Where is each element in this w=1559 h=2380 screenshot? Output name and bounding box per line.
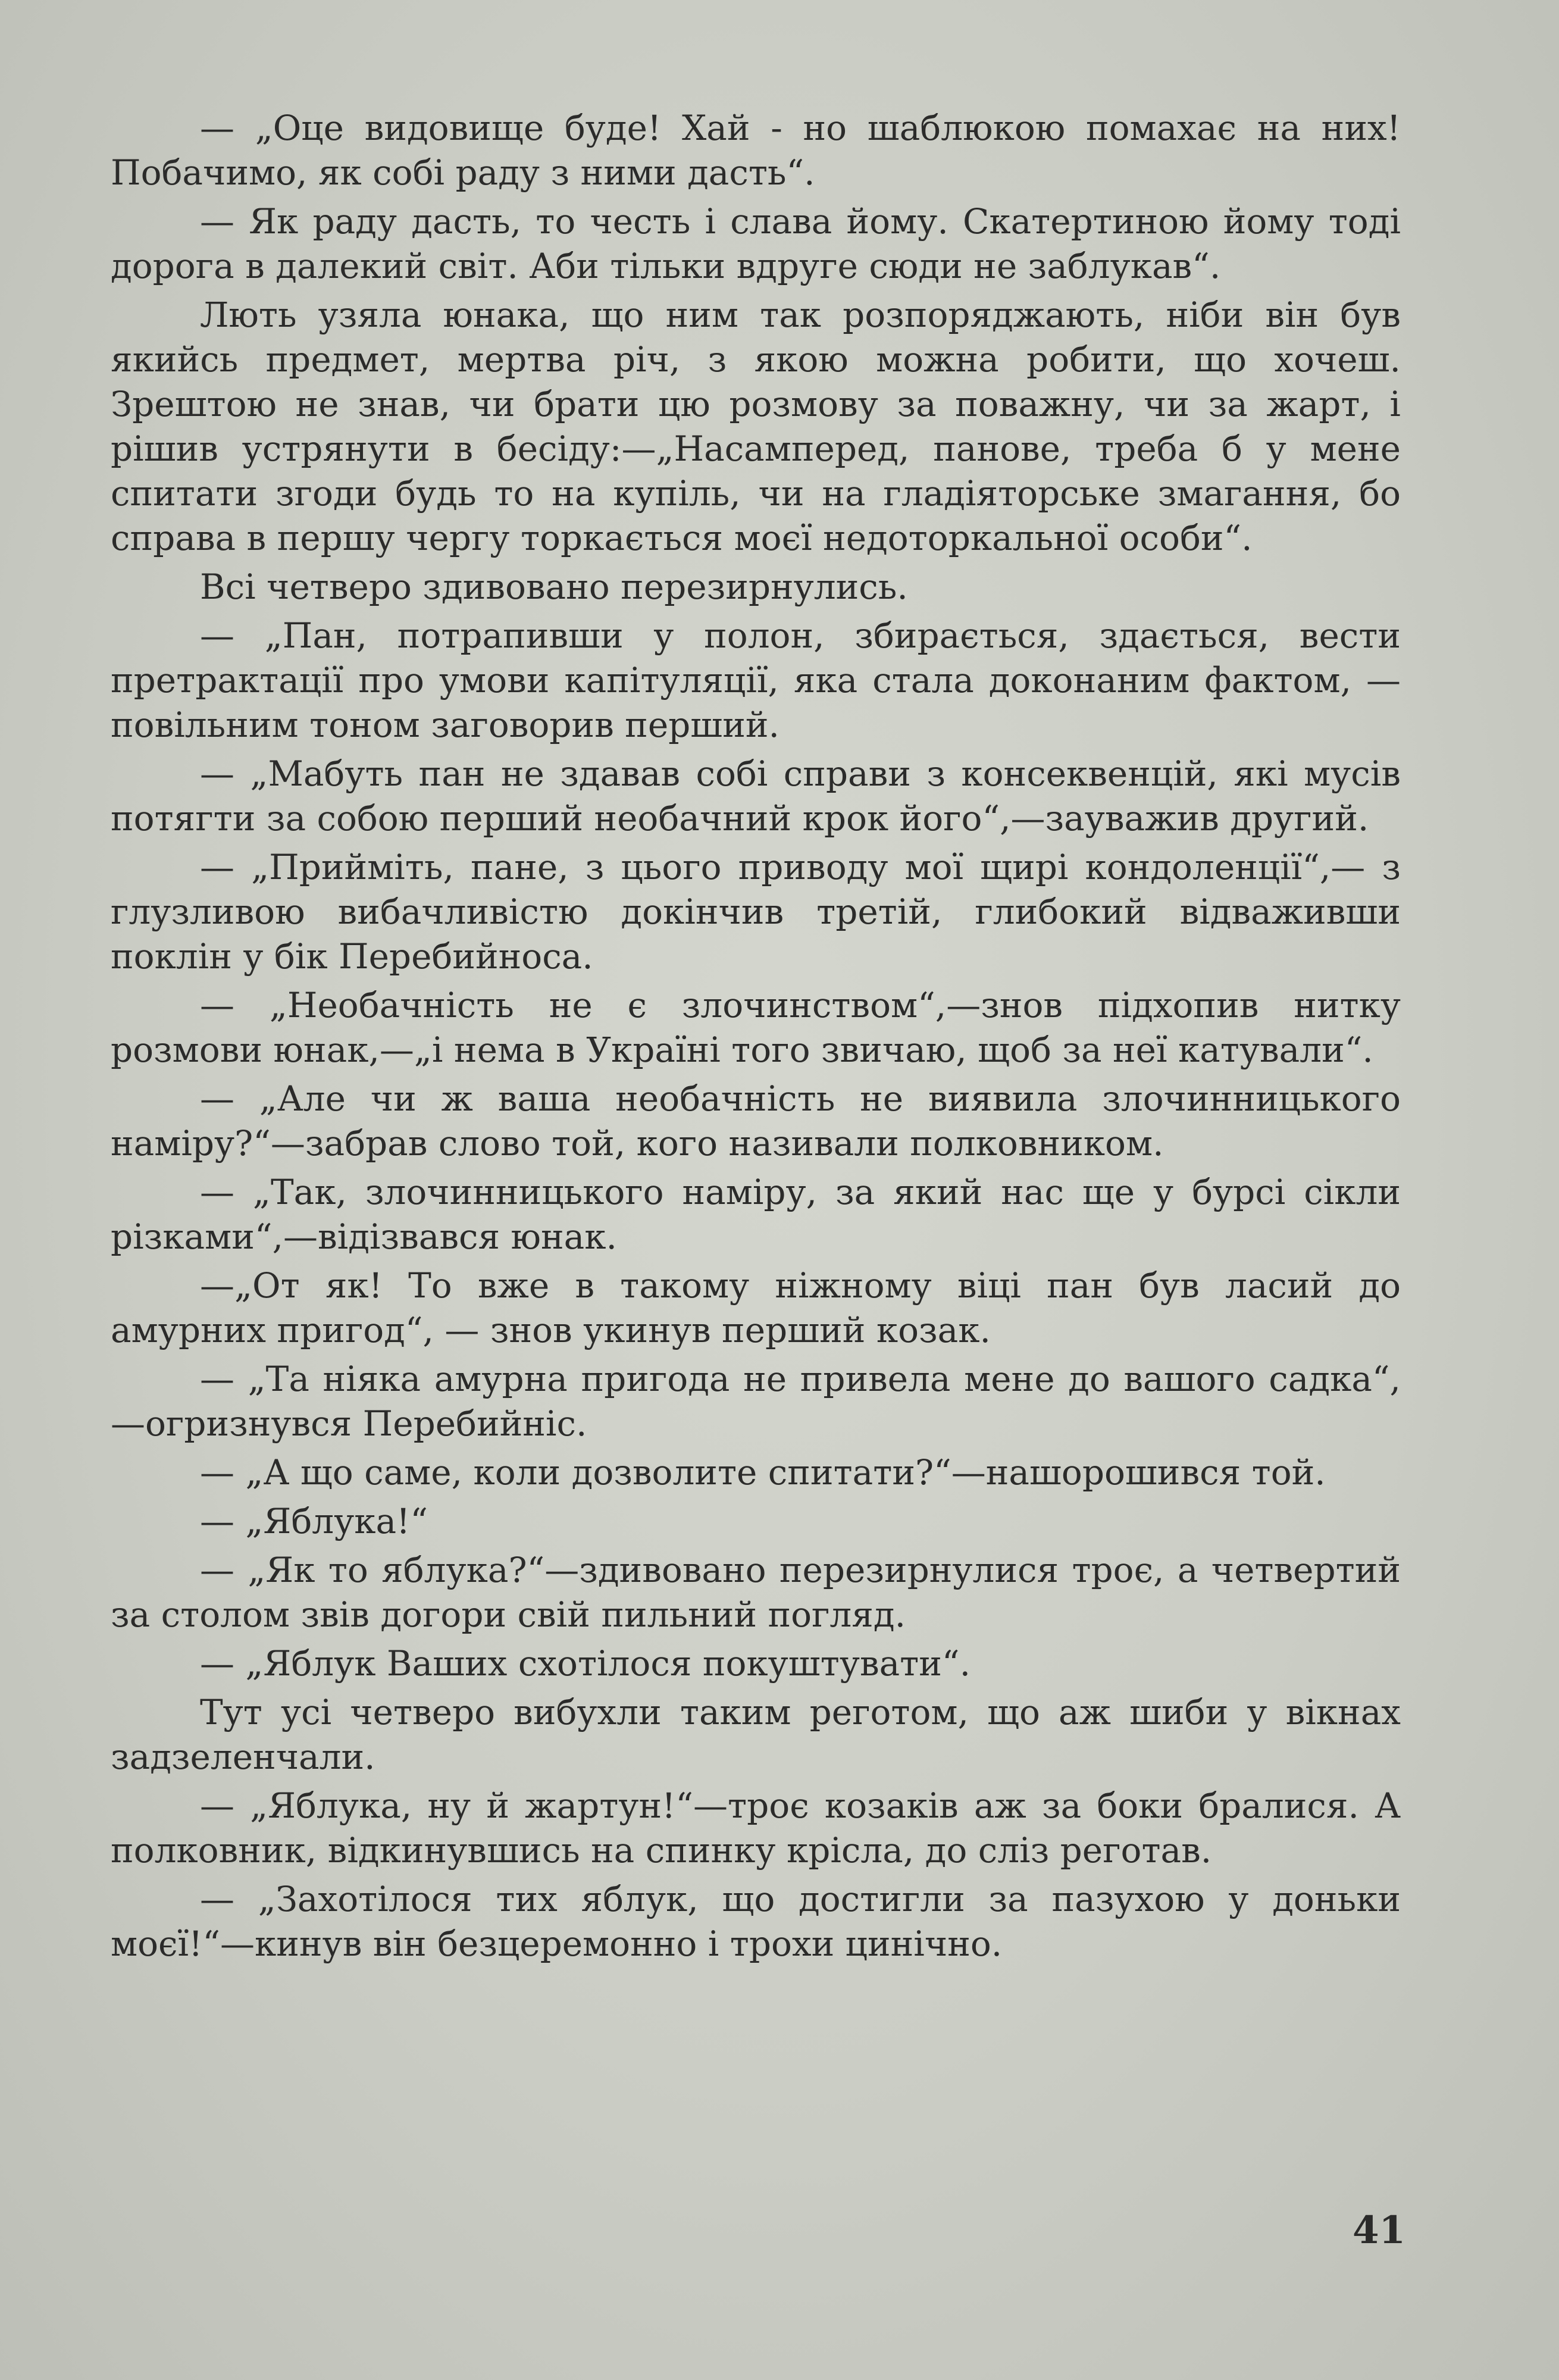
paragraph-11: —„От як! То вже в такому ніжному віці пан був ласий до амурних пригод“, — знов укинув перший козак. (111, 1265, 1401, 1350)
paragraph-12: — „Та ніяка амурна пригода не привела мене до вашого садка“,—огризнувся Перебийніс. (111, 1359, 1401, 1444)
paragraph-4: Всі четверо здивовано перезирнулись. (200, 567, 908, 607)
paragraph-2: — Як раду дасть, то честь і слава йому. Скатертиною йому тоді дорога в далекий світ. Аби тільки вдруге сюди не заблукав“. (111, 201, 1401, 286)
paragraph-17: Тут усі четверо вибухли таким реготом, що аж шиби у вікнах задзеленчали. (111, 1692, 1401, 1777)
paragraph-9: — „Але чи ж ваша необачність не виявила злочинницького наміру?“—забрав слово той, кого називали полковником. (111, 1078, 1401, 1164)
paragraph-8: — „Необачність не є злочинством“,—знов підхопив нитку розмови юнак,—„і нема в Україні того звичаю, щоб за неї катували“. (111, 985, 1401, 1070)
page-number: 41 (1352, 2208, 1405, 2253)
paragraph-14: — „Яблука!“ (200, 1501, 428, 1541)
paragraph-13: — „А що саме, коли дозволите спитати?“—нашорошився той. (200, 1452, 1326, 1493)
paragraph-15: — „Як то яблука?“—здивовано перезирнулися троє, а четвертий за столом звів догори свій пильний погляд. (111, 1550, 1401, 1635)
paragraph-7: — „Прийміть, пане, з цього приводу мої щирі кондоленції“,— з глузливою вибачливістю докінчив третій, глибокий відваживши поклін у бік Перебийноса. (111, 847, 1401, 977)
paragraph-18: — „Яблука, ну й жартун!“—троє козаків аж за боки бралися. А полковник, відкинувшись на спинку крісла, до сліз реготав. (111, 1785, 1401, 1871)
paragraph-10: — „Так, злочинницького наміру, за який нас ще у бурсі сікли різками“,—відізвався юнак. (111, 1172, 1401, 1257)
page-text (111, 106, 1401, 1971)
paragraph-5: — „Пан, потрапивши у полон, збирається, здається, вести претрактації про умови капітуляції, яка стала доконаним фактом, — повільним тоном заговорив перший. (111, 615, 1401, 745)
paragraph-3: Лють узяла юнака, що ним так розпоряджають, ніби він був якийсь предмет, мертва річ, з якою можна робити, що хочеш. Зрештою не знав, чи брати цю розмову за поважну, чи за жарт, і рішив устрянути в бесіду:—„Насамперед, панове, треба б у мене спитати згоди будь то на купіль, чи на гладіяторське змагання, бо справа в першу чергу торкається моєї недоторкальної особи“. (111, 295, 1401, 558)
paragraph-1: — „Оце видовище буде! Хай - но шаблюкою помахає на них! Побачимо, як собі раду з ними дасть“. (111, 108, 1401, 193)
paragraph-6: — „Мабуть пан не здавав собі справи з консеквенцій, які мусів потягти за собою перший необачний крок його“,—зауважив другий. (111, 753, 1401, 839)
paragraph-16: — „Яблук Ваших схотілося покуштувати“. (200, 1643, 971, 1684)
paragraph-19: — „Захотілося тих яблук, що достигли за пазухою у доньки моєї!“—кинув він безцеремонно і трохи цинічно. (111, 1879, 1401, 1964)
